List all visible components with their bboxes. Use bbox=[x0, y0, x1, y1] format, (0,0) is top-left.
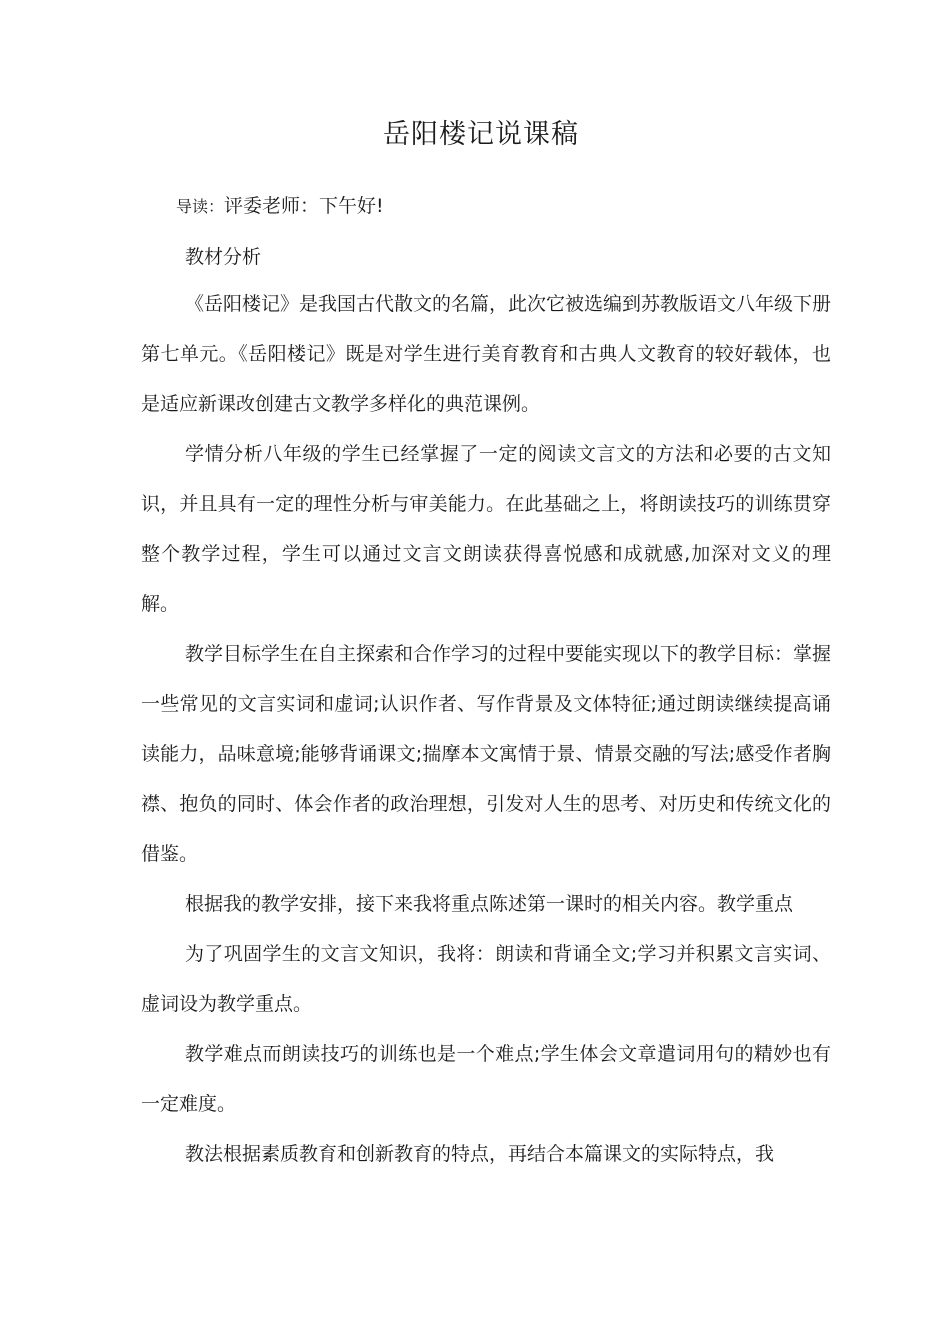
intro-text: 评委老师：下午好! bbox=[224, 195, 384, 217]
intro-line bbox=[176, 191, 384, 218]
paragraph: 为了巩固学生的文言文知识，我将：朗读和背诵全文;学习并积累文言实词、虚词设为教学重点。 bbox=[141, 943, 831, 1015]
paragraph: 教学目标学生在自主探索和合作学习的过程中要能实现以下的教学目标：掌握一些常见的文言实词和虚词;认识作者、写作背景及文体特征;通过朗读继续提高诵读能力，品味意境;能够背诵课文;揣摩本文寓情于景、情景交融的写法;感受作者胸襟、抱负的同时、体会作者的政治理想，引发对人生的思考、对历史和传统文化的借鉴。 bbox=[141, 643, 832, 865]
paragraph: 教法根据素质教育和创新教育的特点，再结合本篇课文的实际特点，我 bbox=[185, 1143, 775, 1165]
section-heading: 教材分析 bbox=[185, 246, 262, 268]
intro-label: 导读： bbox=[176, 197, 225, 216]
document-body bbox=[141, 279, 831, 1179]
paragraph: 教学难点而朗读技巧的训练也是一个难点;学生体会文章遣词用句的精妙也有一定难度。 bbox=[141, 1043, 831, 1115]
paragraph: 根据我的教学安排，接下来我将重点陈述第一课时的相关内容。教学重点 bbox=[185, 893, 794, 915]
document-title: 岳阳楼记说课稿 bbox=[383, 119, 579, 150]
paragraph: 《岳阳楼记》是我国古代散文的名篇，此次它被选编到苏教版语文八年级下册第七单元。《岳阳楼记》既是对学生进行美育教育和古典人文教育的较好载体，也是适应新课改创建古文教学多样化的典范课例。 bbox=[141, 293, 832, 415]
paragraph: 学情分析八年级的学生已经掌握了一定的阅读文言文的方法和必要的古文知识，并且具有一定的理性分析与审美能力。在此基础之上，将朗读技巧的训练贯穿整个教学过程，学生可以通过文言文朗读获得喜悦感和成就感,加深对文义的理解。 bbox=[141, 443, 831, 615]
